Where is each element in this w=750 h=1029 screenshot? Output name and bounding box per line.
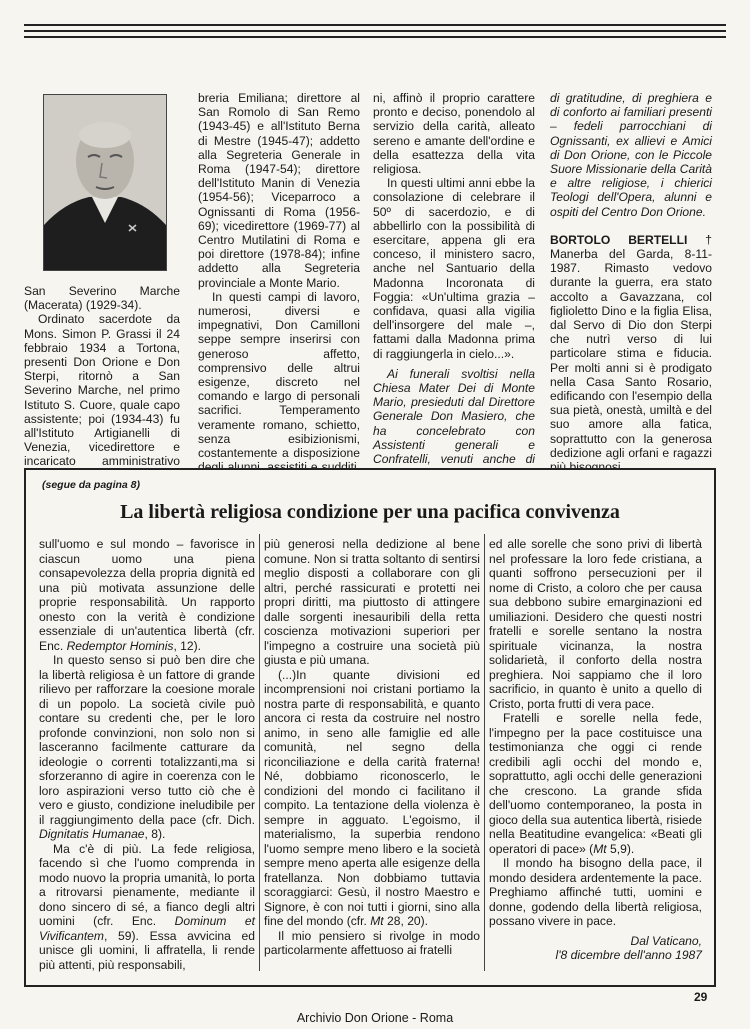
article-paragraph — [489, 537, 702, 711]
priest-portrait-icon — [44, 95, 166, 270]
obituary-bertelli — [550, 233, 712, 474]
article-paragraph — [39, 537, 255, 653]
article-column-2 — [264, 537, 480, 958]
article-paragraph — [489, 856, 702, 929]
obituary-text: † Manerba del Garda, 8-11-1987. Rimasto vedovo durante la guerra, era stato accolto a Gavazzana, col figlioletto Dino e la figlia Elisa, dal Servo di Dio don Sterpi che nutrì verso di lui particolare stima e fiducia. Per molti anni si è prodigato nella Casa Santo Rosario, edificando con l'esempio della sua pietà, onestà, umiltà e del suo amore alla fatica, soprattutto con la generosa dedizione agli orfani e ragazzi — [550, 232, 713, 460]
paragraph: In questi ultimi anni ebbe la consolazione di celebrare il 50º di sacerdozio, e di abbellirlo con la possibilità di esercitare, appena gli era conceso, il ministero sacro, anche nel Santuario della Madonna Incoronata di Foggia: «Un'ultima grazia – confidava, quasi alla vigilia dell'insorgere del male –, fattami dalla Madonna prima di raggiungerla in cielo...». — [373, 176, 535, 361]
header-rules — [24, 24, 726, 42]
article-paragraph — [264, 929, 480, 958]
article-paragraph — [39, 842, 255, 973]
signature-line: l'8 dicembre dell'anno 1987 — [555, 948, 702, 962]
article-paragraph — [489, 711, 702, 856]
text-run: Il mondo ha bisogno della pace, il mondo desidera ardentemente la pace. Preghiamo affinché tutti, uomini e donne, godendo della libertà religiosa, possano vivere in pace. — [489, 856, 702, 928]
paragraph: breria Emiliana; direttore al San Romolo di San Remo (1943-45) e all'Istituto Berna di Mestre (1945-47); addetto alla Segreteria Generale in Roma (1947-54); direttore dell'Istituto Manin di Venezia (1954-56); Viceparroco a Ognissanti di Roma (1956-69); vicedirettore (1969-77) al Centro Mutilatini di Roma e poi direttore (1978-84); infine addetto alla Segreteria provinciale a Monte Mario. — [198, 91, 360, 290]
article-title: La libertà religiosa condizione per una pacifica convivenza — [120, 501, 620, 523]
paragraph: San Severino Marche (Macerata) (1929-34). — [24, 284, 180, 313]
archive-footer: Archivio Don Orione - Roma — [296, 1011, 454, 1025]
text-run: Ma c'è di più. La fede religiosa, facendo sì che l'uomo comprenda in modo nuovo la propria umanità, lo porta a ritrovarsi pienamente, mediante il dono sincero di sé, a fianco degli altri uomini (cfr. Enc. — [39, 841, 255, 928]
paragraph: Ai funerali svoltisi nella Chiesa Mater Dei di Monte Mario, presieduti dal Direttore Generale Don Masiero, che ha concelebrato con Assistenti generali e Confratelli, venuti anche di — [373, 366, 535, 467]
column-divider — [259, 534, 260, 971]
text-run: , 8). — [144, 827, 166, 841]
paragraph: In questi campi di lavoro, numerosi, diversi e impegnativi, Don Camilloni seppe sempre inserirsi con generoso affetto, comprensivo delle altrui esigenze, discreto nel comando e largo di personali sacrifici. Temperamento veramente romano, schietto, senza esibizionismi, costantemente a disposizione — [198, 289, 360, 461]
text-run: ed alle sorelle che sono privi di libertà nel professare la loro fede cristiana, a quanti soffrono persecuzioni per il nome di Cristo, a coloro che per causa sua debbono subire emarginazioni ed umiliazioni. Desidero che questi nostri fratelli e sorelle sentano la nostra spirituale vicinanza, la nostra solidarietà, il conforto della nostra preghiera. Noi sappiamo che il loro sacrificio, in quanto è unito a quello di Cristo, porta frutti di vera pace. — [489, 537, 702, 711]
text-run: , 59). Essa avvicina ed unisce gli uomini, li affratella, li rende più attenti, più responsabili, — [39, 928, 255, 972]
obituary-column-3 — [373, 91, 535, 495]
article-paragraph — [39, 653, 255, 842]
obituary-column-1 — [24, 284, 180, 483]
article-column-3 — [489, 537, 702, 963]
citation-title: Mt — [593, 841, 607, 856]
text-run: 28, 20). — [383, 914, 429, 928]
obituary-name: BORTOLO BERTELLI — [550, 232, 688, 247]
text-run: , 12). — [173, 638, 201, 653]
citation-title: Mt — [370, 914, 384, 928]
text-run: più generosi nella dedizione al bene comune. Non si tratta soltanto di sentirsi meglio disposti a collaborare con gli altri, perché rassicurati e protetti nei propri diritti, ma piuttosto di attingere dalle sorgenti inesauribili della retta coscienza motivazioni superiori per l'impegno a costruire una società più giusta e più umana. — [264, 537, 480, 667]
obituary-column-2 — [198, 91, 360, 503]
paragraph: di gratitudine, di preghiera e di conforto ai familiari presenti – fedeli parrocchiani di Ognissanti, ex allievi e Amici di Don Orione, con le Piccole Suore Missionarie della Carità e altre religiose, i chierici Teologi dell'Opera, alunni e ospiti del Centro Don Orione. — [550, 91, 712, 219]
article-paragraph — [264, 537, 480, 668]
text-run: (...)In quante divisioni ed incomprensioni noi cristani portiamo la nostra parte di responsabilità, e quanto ancora ci resta da costruire nel nostro animo, in seno alle famiglie ed alle comunità, nel segno della riconciliazione e della carità fraterna! Né, dobbiamo riconoscerlo, le condizioni del mondo ci facilitano il compito. La tentazione della violenza è sempre in agguato. L'egoismo, il materialismo, la superbia rendono l'uomo sempre meno libero e la società sempre meno aperta alle esigenze della fratellanza. Non dobbiamo tuttavia scoraggiarci: Gesù, il nostro Maestro e Signore, è con noi tutti i giorni, sino alla fine del mondo (cfr. — [264, 667, 480, 928]
text-run: In questo senso si può ben dire che la libertà religiosa è un fattore di grande rilievo per rafforzare la coesione morale di un popolo. La società civile può contare su credenti che, per le loro profonde convinzioni, non solo non si lasceranno facilmente catturare da ideologie o correnti totalizzanti,ma si sforzeranno di agire in coerenza con le loro aspirazioni verso tutto ciò che è vero e giusto, condizione ineludibile per il raggiungimento della pace (cfr. Dich. — [39, 653, 255, 827]
citation-title: Redemptor Hominis — [66, 638, 174, 653]
citation-title: Dignitatis Humanae — [39, 827, 145, 841]
text-run: Fratelli e sorelle nella fede, l'impegno per la pace costituisce una testimonianza che oggi ci rende credibili agli occhi del mondo e, soprattutto, agli occhi delle generazioni che crescono. La grande sfida dell'uomo contemporaneo, la posta in gioco della sua autentica libertà, risiede nella Beatitudine evangelica: «Beati gli operatori di pace» ( — [489, 711, 702, 856]
continued-note: (segue da pagina 8) — [42, 479, 141, 491]
citation-title: Dominum et Vivificantem — [39, 914, 256, 943]
article-box — [24, 468, 716, 987]
article-paragraph — [264, 668, 480, 929]
portrait-photo — [43, 94, 167, 271]
page-number: 29 — [694, 990, 708, 1004]
text-run: sull'uomo e sul mondo – favorisce in ciascun uomo una piena consapevolezza della propria dignità ed una più motivata assunzione delle proprie responsabilità. Un rapporto onesto con la verità è condizione essenziale di un'autentica libertà (cfr. Enc. — [39, 537, 255, 653]
signature-line: Dal Vaticano, — [630, 933, 702, 948]
article-column-1 — [39, 537, 255, 972]
text-run: Il mio pensiero si rivolge in modo particolarmente affettuoso ai fratelli — [264, 928, 480, 957]
paragraph: ni, affinò il proprio carattere pronto e deciso, ponendolo al servizio della carità, alleato sereno e amante dell'ordine e della esattezza della vita religiosa. — [373, 91, 535, 177]
paragraph: Ordinato sacerdote da Mons. Simon P. Grassi il 24 febbraio 1934 a Tortona, presenti Don Orione e Don Sterpi, ritornò a San Severino Marche, nel primo Istituto S. Cuore, quale capo assistente; poi (1934-43) fu all'Istituto Artigianelli di Venezia, vicedirettore e incaricato amministrativo — [24, 312, 180, 469]
text-run: 5,9). — [606, 841, 635, 856]
obituary-column-4 — [550, 91, 712, 474]
column-divider — [484, 534, 485, 971]
